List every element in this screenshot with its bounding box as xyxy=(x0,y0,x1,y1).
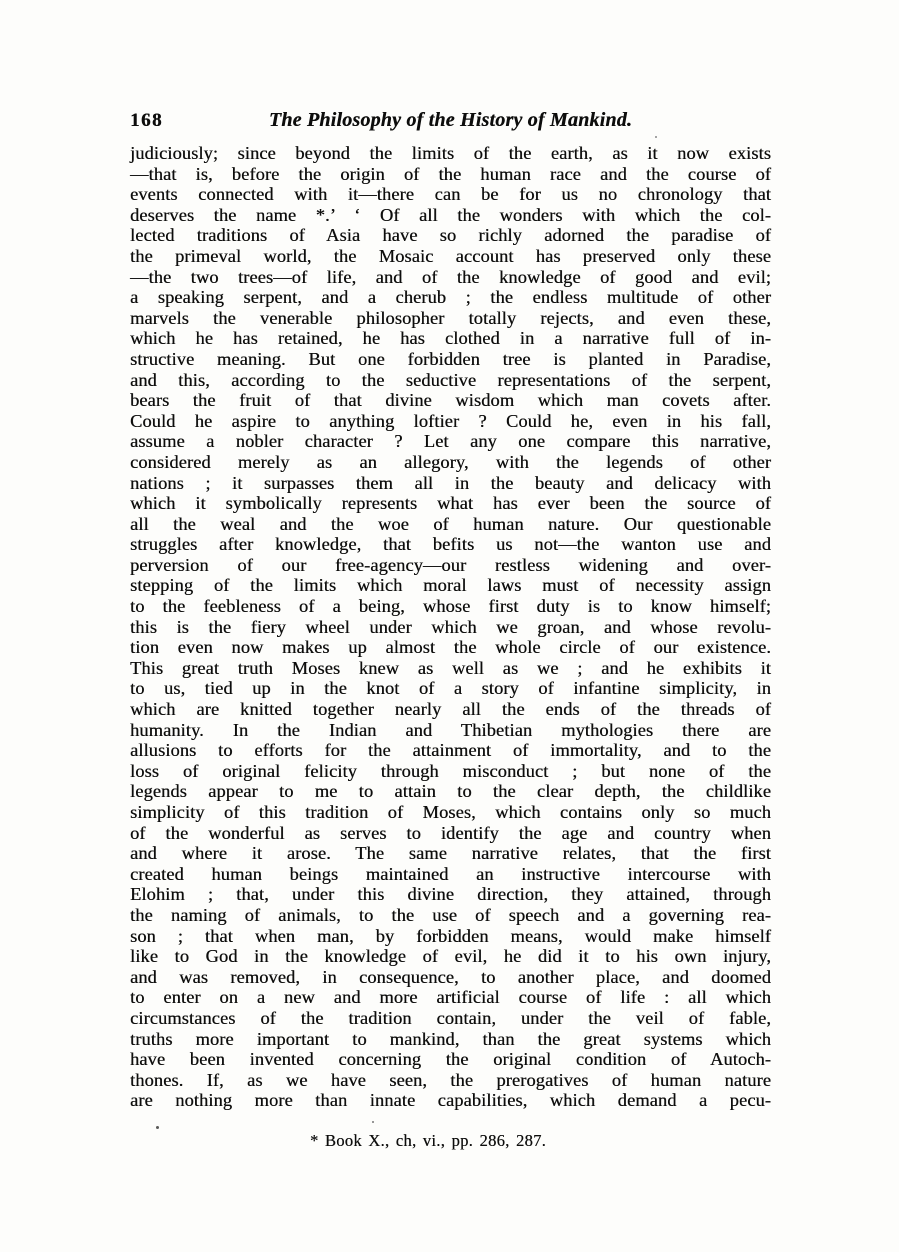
footnote: * Book X., ch, vi., pp. 286, 287. xyxy=(309,1131,547,1150)
text-line: allusions to efforts for the attainment of immortality, and to the xyxy=(130,740,771,761)
text-line: truths more important to mankind, than the great systems which xyxy=(130,1028,771,1049)
text-line: the primeval world, the Mosaic account has preserved only these xyxy=(130,245,771,266)
body-text xyxy=(130,143,771,1111)
text-line: all the weal and the woe of human nature. Our questionable xyxy=(130,513,771,534)
text-line: structive meaning. But one forbidden tree is planted in Paradise, xyxy=(130,348,771,369)
text-line: bears the fruit of that divine wisdom which man covets after. xyxy=(130,390,771,411)
text-line: perversion of our free-agency—our restless widening and over- xyxy=(130,554,771,575)
text-line: This great truth Moses knew as well as we ; and he exhibits it xyxy=(130,657,771,678)
text-line: struggles after knowledge, that befits us not—the wanton use and xyxy=(130,534,771,555)
running-title: The Philosophy of the History of Mankind. xyxy=(268,109,633,131)
text-line: which are knitted together nearly all the ends of the threads of xyxy=(130,699,771,720)
text-line: this is the fiery wheel under which we groan, and whose revolu- xyxy=(130,616,771,637)
text-line: humanity. In the Indian and Thibetian mythologies there are xyxy=(130,719,771,740)
text-line: deserves the name *.’ ‘ Of all the wonders with which the col- xyxy=(130,204,771,225)
text-line: like to God in the knowledge of evil, he did it to his own injury, xyxy=(130,946,771,967)
text-line: created human beings maintained an instructive intercourse with xyxy=(130,863,771,884)
text-line: a speaking serpent, and a cherub ; the endless multitude of other xyxy=(130,287,771,308)
text-line: stepping of the limits which moral laws must of necessity assign xyxy=(130,575,771,596)
text-line: considered merely as an allegory, with the legends of other xyxy=(130,451,771,472)
text-line: Could he aspire to anything loftier ? Could he, even in his fall, xyxy=(130,410,771,431)
text-line: to the feebleness of a being, whose first duty is to know himself; xyxy=(130,596,771,617)
text-line: the naming of animals, to the use of speech and a governing rea- xyxy=(130,904,771,925)
text-line: nations ; it surpasses them all in the beauty and delicacy with xyxy=(130,472,771,493)
text-line: which it symbolically represents what has ever been the source of xyxy=(130,493,771,514)
text-line: to enter on a new and more artificial course of life : all which xyxy=(130,987,771,1008)
text-line: son ; that when man, by forbidden means, would make himself xyxy=(130,925,771,946)
text-line: events connected with it—there can be for us no chronology that xyxy=(130,184,771,205)
scan-speck xyxy=(372,1121,374,1123)
text-line: of the wonderful as serves to identify the age and country when xyxy=(130,822,771,843)
text-line: judiciously; since beyond the limits of the earth, as it now exists xyxy=(130,143,771,163)
scan-speck xyxy=(156,1126,159,1129)
text-line: which he has retained, he has clothed in a narrative full of in- xyxy=(130,328,771,349)
text-line: assume a nobler character ? Let any one compare this narrative, xyxy=(130,431,771,452)
text-line: lected traditions of Asia have so richly adorned the paradise of xyxy=(130,225,771,246)
text-line: and was removed, in consequence, to another place, and doomed xyxy=(130,966,771,987)
text-line: circumstances of the tradition contain, under the veil of fable, xyxy=(130,1007,771,1028)
text-line: are nothing more than innate capabilities, which demand a pecu- xyxy=(130,1090,771,1111)
running-head xyxy=(130,109,771,135)
text-line: marvels the venerable philosopher totally rejects, and even these, xyxy=(130,307,771,328)
text-line: to us, tied up in the knot of a story of infantine simplicity, in xyxy=(130,678,771,699)
text-line: loss of original felicity through misconduct ; but none of the xyxy=(130,760,771,781)
text-line: thones. If, as we have seen, the prerogatives of human nature xyxy=(130,1069,771,1090)
text-line: —the two trees—of life, and of the knowledge of good and evil; xyxy=(130,266,771,287)
scan-speck xyxy=(655,136,657,138)
text-line: have been invented concerning the original condition of Autoch- xyxy=(130,1049,771,1070)
text-line: and this, according to the seductive representations of the serpent, xyxy=(130,369,771,390)
page-number: 168 xyxy=(130,110,163,131)
text-line: legends appear to me to attain to the clear depth, the childlike xyxy=(130,781,771,802)
text-line: —that is, before the origin of the human race and the course of xyxy=(130,163,771,184)
text-line: tion even now makes up almost the whole circle of our existence. xyxy=(130,637,771,658)
text-line: Elohim ; that, under this divine direction, they attained, through xyxy=(130,884,771,905)
text-line: and where it arose. The same narrative relates, that the first xyxy=(130,843,771,864)
text-line: simplicity of this tradition of Moses, which contains only so much xyxy=(130,802,771,822)
